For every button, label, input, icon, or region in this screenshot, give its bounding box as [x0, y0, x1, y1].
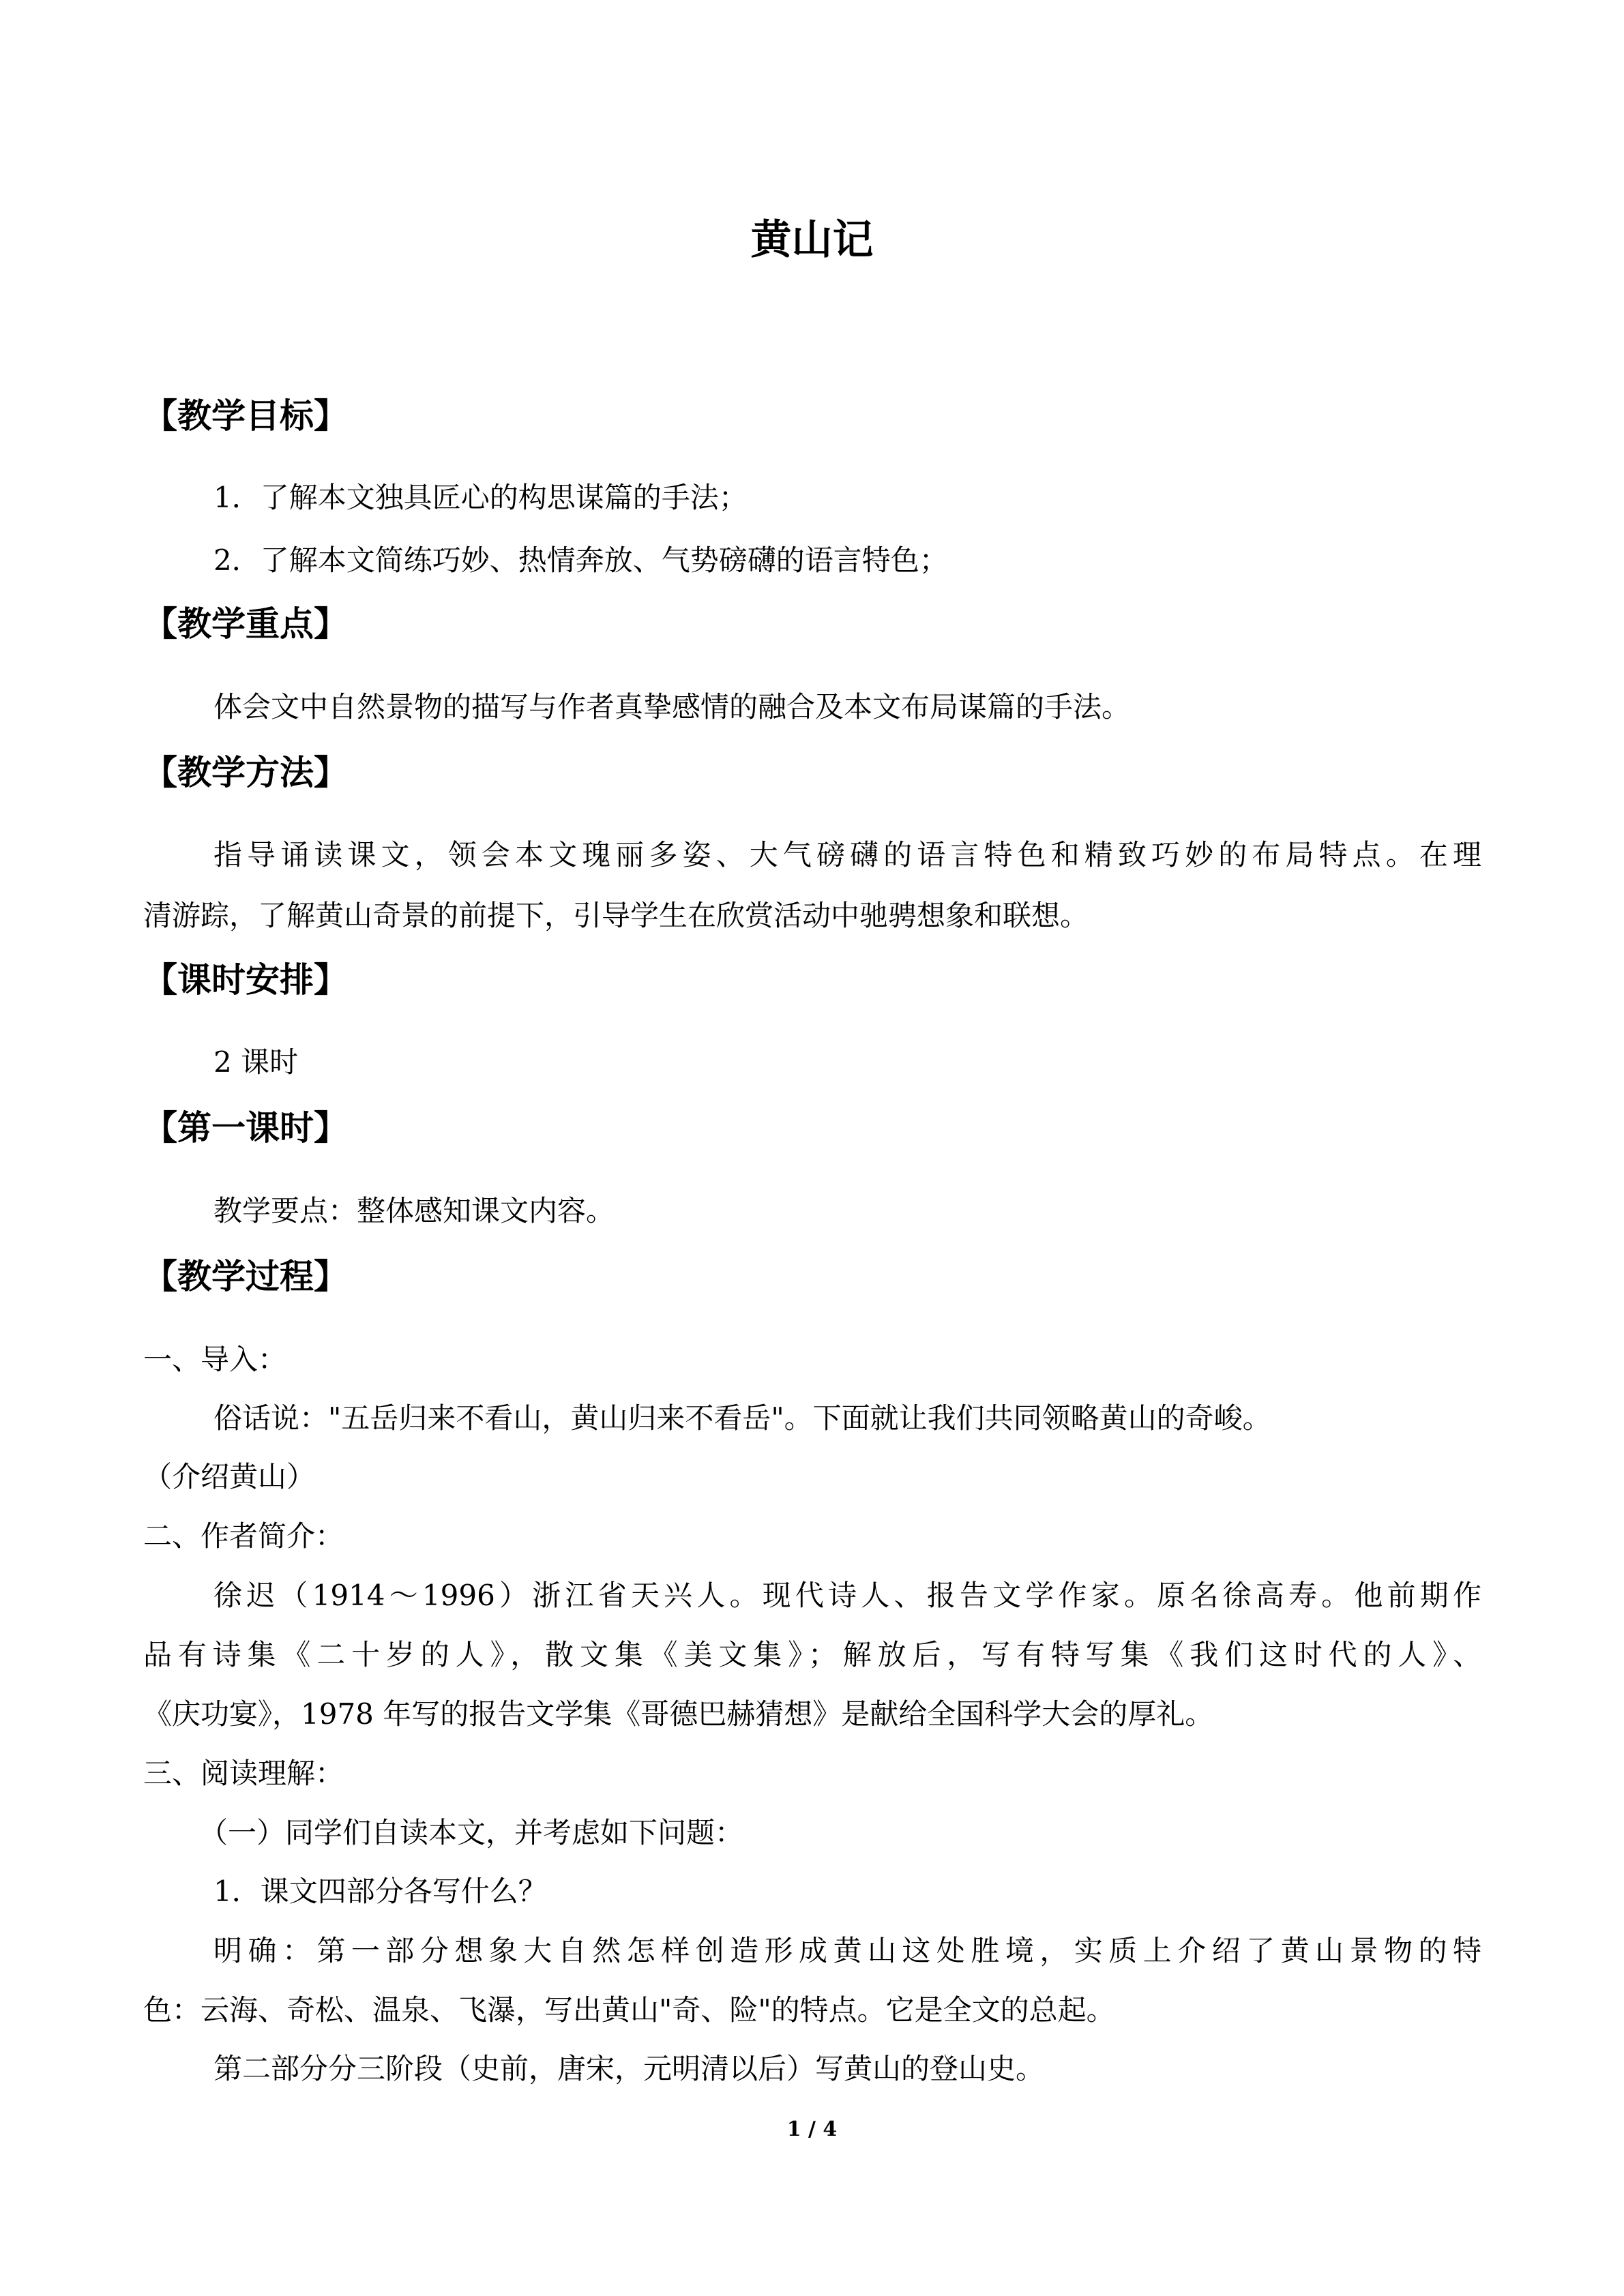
heading-teaching-process: 【教学过程】 [143, 1257, 348, 1296]
heading-class-schedule: 【课时安排】 [143, 960, 348, 1000]
intro-line-1: 俗话说："五岳归来不看山，黄山归来不看岳"。下面就让我们共同领略黄山的奇峻。 [213, 1401, 1271, 1435]
page-title: 黄山记 [750, 216, 874, 264]
answer-line-1: 明确：第一部分想象大自然怎样创造形成黄山这处胜境，实质上介绍了黄山景物的特 [213, 1934, 1481, 1967]
page-number: 1 / 4 [786, 2117, 838, 2141]
author-label: 二、作者简介： [143, 1519, 344, 1553]
schedule-text: 2 课时 [213, 1045, 299, 1079]
intro-label: 一、导入： [143, 1343, 287, 1376]
focus-text: 体会文中自然景物的描写与作者真挚感情的融合及本文布局谋篇的手法。 [213, 690, 1131, 724]
heading-teaching-method: 【教学方法】 [143, 753, 348, 792]
lesson-one-text: 教学要点：整体感知课文内容。 [213, 1194, 615, 1227]
method-line-2: 清游踪，了解黄山奇景的前提下，引导学生在欣赏活动中驰骋想象和联想。 [143, 899, 1089, 932]
question-1: 1．课文四部分各写什么？ [213, 1875, 547, 1908]
heading-lesson-one: 【第一课时】 [143, 1108, 348, 1148]
author-line-2: 品有诗集《二十岁的人》，散文集《美文集》；解放后，写有特写集《我们这时代的人》、 [143, 1638, 1481, 1671]
goal-item-2: 2．了解本文简练巧妙、热情奔放、气势磅礴的语言特色； [213, 543, 948, 577]
reading-label: 三、阅读理解： [143, 1757, 344, 1790]
author-line-1: 徐迟（1914～1996）浙江省天兴人。现代诗人、报告文学作家。原名徐高寿。他前期作 [213, 1579, 1481, 1612]
answer-line-2: 色：云海、奇松、温泉、飞瀑，写出黄山"奇、险"的特点。它是全文的总起。 [143, 1993, 1115, 2027]
heading-teaching-goals: 【教学目标】 [143, 396, 348, 436]
reading-subheading: （一）同学们自读本文，并考虑如下问题： [199, 1816, 744, 1849]
method-line-1: 指导诵读课文，领会本文瑰丽多姿、大气磅礴的语言特色和精致巧妙的布局特点。在理 [213, 838, 1481, 871]
author-line-3: 《庆功宴》，1978 年写的报告文学集《哥德巴赫猜想》是献给全国科学大会的厚礼。 [143, 1697, 1214, 1731]
heading-teaching-focus: 【教学重点】 [143, 604, 348, 644]
goal-item-1: 1．了解本文独具匠心的构思谋篇的手法； [213, 481, 748, 514]
answer-line-3: 第二部分分三阶段（史前，唐宋，元明清以后）写黄山的登山史。 [213, 2052, 1045, 2085]
intro-line-2: （介绍黄山） [143, 1460, 316, 1493]
